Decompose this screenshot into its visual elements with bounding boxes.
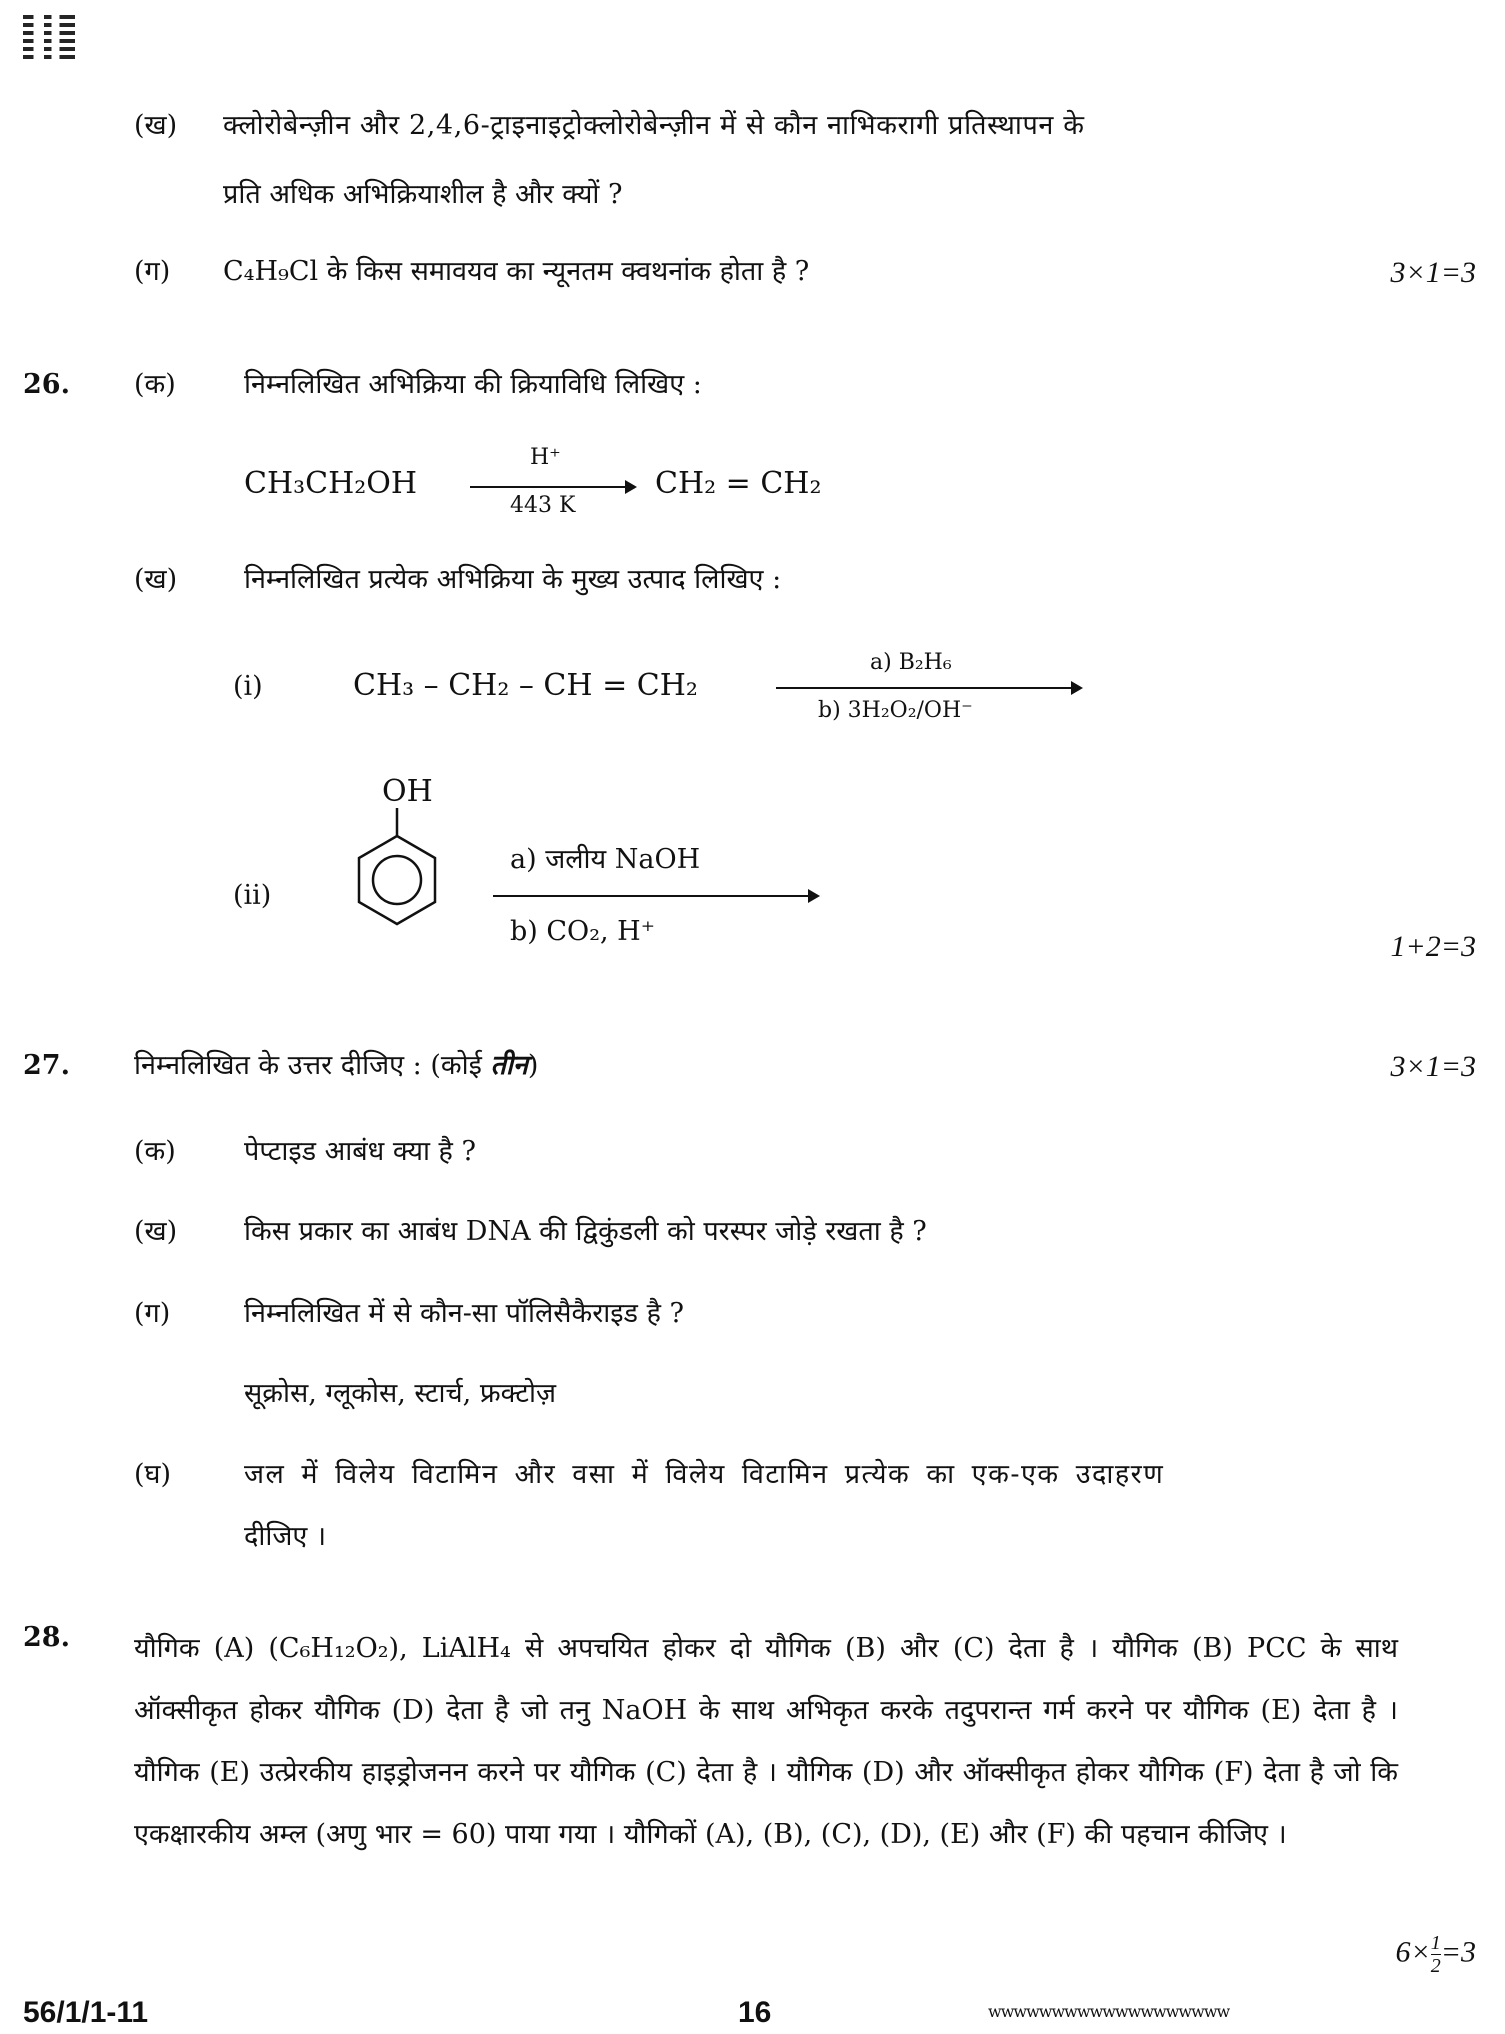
q25-ga-label: (ग) [134,256,171,287]
qr-code [23,13,75,63]
q26-eq-product: CH₂ = CH₂ [655,466,822,501]
q27-marks: 3×1=3 [1390,1050,1476,1083]
q25-marks: 3×1=3 [1390,256,1476,289]
q27-item-text: जल में विलेय विटामिन और वसा में विलेय विटामिन प्रत्येक का एक-एक उदाहरण [244,1459,1165,1490]
reaction-arrow [776,687,1081,689]
q26-eq-above: H⁺ [530,445,561,470]
q28-number: 28. [23,1622,70,1653]
q26-i-above: a) B₂H₆ [870,650,952,675]
q27-gha-line2: दीजिए । [244,1521,327,1552]
q27-intro: निम्नलिखित के उत्तर दीजिए : (कोई तीन) [134,1050,539,1081]
q27-item-text: पेप्टाइड आबंध क्या है ? [244,1136,476,1167]
q25-kh-label: (ख) [134,110,178,141]
q26-i-reactant: CH₃ – CH₂ – CH = CH₂ [353,668,698,703]
q26-ii-below: b) CO₂, H⁺ [510,916,655,947]
q26-i-below: b) 3H₂O₂/OH⁻ [818,698,973,723]
q27-item-text: निम्नलिखित में से कौन-सा पॉलिसैकैराइड है ? [244,1298,684,1329]
q26-marks: 1+2=3 [1390,930,1476,963]
q27-number: 27. [23,1050,70,1081]
q26-ka-text: निम्नलिखित अभिक्रिया की क्रियाविधि लिखिए : [244,369,702,400]
wavy-line: wwwwwwwwwwwwwwwwwww [988,2002,1230,2021]
q26-ii-above: a) जलीय NaOH [510,844,701,875]
q26-kh-text: निम्नलिखित प्रत्येक अभिक्रिया के मुख्य उत्पाद लिखिए : [244,564,782,595]
q27-ga-options: सूक्रोस, ग्लूकोस, स्टार्च, फ्रक्टोज़ [244,1378,557,1409]
q26-eq-reactant: CH₃CH₂OH [244,466,418,501]
q26-number: 26. [23,369,70,400]
q28-marks: 6× $\frac{1}{2}$ =3 [1395,1932,1476,1977]
q27-item-label: (ख) [134,1216,178,1247]
q26-ka-label: (क) [134,369,176,400]
paper-code: 56/1/1-11 [23,1996,149,2029]
q25-kh-line2: प्रति अधिक अभिक्रियाशील है और क्यों ? [223,179,623,210]
q27-item-text: किस प्रकार का आबंध DNA की द्विकुंडली को परस्पर जोड़े रखता है ? [244,1216,927,1247]
q26-ii-oh: OH [382,774,433,809]
q26-ii-label: (ii) [233,880,272,911]
q26-kh-label: (ख) [134,564,178,595]
reaction-arrow [493,895,818,897]
q26-i-label: (i) [233,671,263,702]
q27-item-label: (घ) [134,1459,172,1490]
q28-text: यौगिक (A) (C₆H₁₂O₂), LiAlH₄ से अपचयित होकर दो यौगिक (B) और (C) देता है । यौगिक (B) PCC के साथ ऑक्सीकृत होकर यौगिक (D) देता है जो तनु NaOH के साथ अभिकृत करके तदुपरान्त गर्म करने पर यौगिक (E) देता है । यौगिक (E) उत्प्रेरकीय हाइड्रोजनन करने पर यौगिक (C) देता है । यौगिक (D) और ऑक्सीकृत होकर यौगिक (F) देता है जो कि एकक्षारकीय अम्ल (अणु भार = 60) पाया गया । यौगिकों (A), (B), (C), (D), (E) और (F) की पहचान कीजिए । [134,1633,1398,1850]
phenol-benzene-ring-icon [352,808,442,938]
reaction-arrow [470,486,635,488]
q25-ga-text: C₄H₉Cl के किस समावयव का न्यूनतम क्वथनांक होता है ? [223,256,810,287]
q26-eq-below: 443 K [510,493,576,518]
q27-item-label: (ग) [134,1298,171,1329]
q27-item-label: (क) [134,1136,176,1167]
page-number: 16 [738,1996,772,2029]
q25-kh-line1: क्लोरोबेन्ज़ीन और 2,4,6-ट्राइनाइट्रोक्लोरोबेन्ज़ीन में से कौन नाभिकरागी प्रतिस्थापन के [223,110,1085,141]
